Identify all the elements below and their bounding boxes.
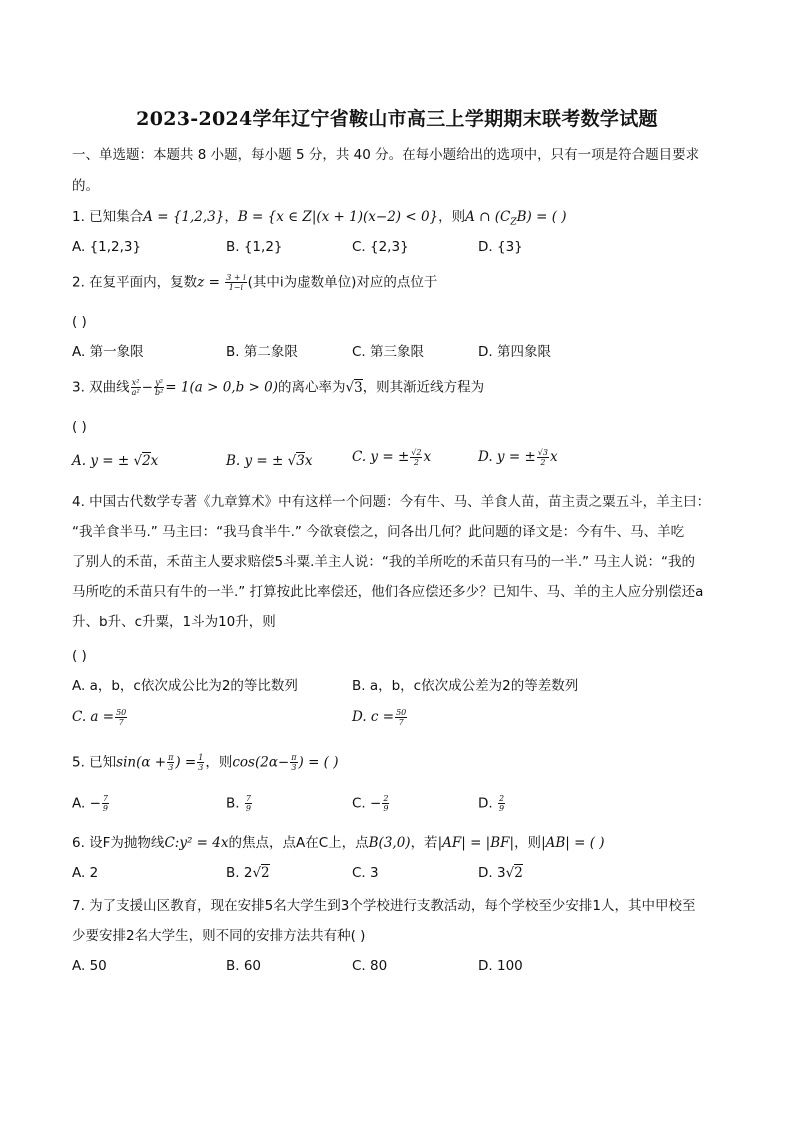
q2-option-d[interactable]: D. 第四象限 bbox=[478, 344, 551, 360]
q4-answer-paren: ( ) bbox=[72, 648, 87, 664]
q1-option-d[interactable]: D. {3} bbox=[478, 239, 523, 255]
q2-option-a[interactable]: A. 第一象限 bbox=[72, 344, 144, 360]
question-2: 2. 在复平面内，复数z = $\frac{3 + i}{1-i}$ (其中i为虚数单位)对应的点位于 bbox=[72, 273, 438, 292]
question-6: 6. 设F为抛物线C:y² = 4x的焦点，点A在C上，点B(3,0)，若|AF| = |BF|，则|AB| = ( ) bbox=[72, 835, 605, 851]
q6-option-c[interactable]: C. 3 bbox=[352, 865, 379, 881]
page-title: 2023-2024学年辽宁省鞍山市高三上学期期末联考数学试题 bbox=[136, 108, 658, 130]
q2-option-b[interactable]: B. 第二象限 bbox=[226, 344, 298, 360]
q6-option-a[interactable]: A. 2 bbox=[72, 865, 99, 881]
question-1: 1. 已知集合A = {1,2,3}，B = {x ∈ Z|(x + 1)(x−2) < 0}，则A ∩ $(C_ZB)$ = ( ) bbox=[72, 209, 567, 228]
q7-option-d[interactable]: D. 100 bbox=[478, 958, 523, 974]
q4-option-d[interactable]: D. c = $\frac{50}{7}$ bbox=[352, 708, 407, 727]
q5-option-c[interactable]: C. − $\frac{2}{9}$ bbox=[352, 794, 389, 813]
question-4-line4: 马所吃的禾苗只有牛的一半.” 打算按此比率偿还，他们各应偿还多少？已知牛、马、羊的主人应分别偿还a bbox=[72, 584, 704, 600]
sqrt-3: √3 bbox=[345, 379, 363, 396]
q5-option-a[interactable]: A. − $\frac{7}{9}$ bbox=[72, 794, 108, 813]
q7-option-c[interactable]: C. 80 bbox=[352, 958, 388, 974]
q1-option-c[interactable]: C. {2,3} bbox=[352, 239, 409, 255]
section-header-line1: 一、单选题：本题共 8 小题，每小题 5 分，共 40 分。在每小题给出的选项中，只有一项是符合题目要求 bbox=[72, 147, 700, 163]
question-4-line1: 4. 中国古代数学专著《九章算术》中有这样一个问题：今有牛、马、羊食人苗，苗主责之粟五斗，羊主曰： bbox=[72, 494, 711, 510]
question-7-line2: 少要安排2名大学生，则不同的安排方法共有种( ) bbox=[72, 928, 366, 944]
question-5: 5. 已知sin(α + $\frac{\pi}{3}$ ) = $\frac{1}{3}$ ，则cos(2α− $\frac{\pi}{3}$ ) = ( ) bbox=[72, 753, 339, 772]
q6-option-b[interactable]: B. 2√2 bbox=[226, 865, 270, 881]
q3-option-c[interactable]: C. y = ± $\frac{√2}{2}$ x bbox=[352, 448, 432, 467]
question-3: 3. 双曲线 $\frac{\text{x²}}{\text{a²}}$ − $\frac{\text{y²}}{\text{b²}}$ = 1(a > 0,b > 0)的离心率为√3，则其渐近线方程为 bbox=[72, 378, 485, 397]
question-4-line5: 升、b升、c升粟，1斗为10升，则 bbox=[72, 614, 276, 630]
set-b: B = {x ∈ Z|(x + 1)(x−2) < 0} bbox=[237, 209, 439, 225]
q3-option-a[interactable]: A. y = ± √2x bbox=[72, 453, 159, 469]
q5-option-d[interactable]: D. $\frac{2}{9}$ bbox=[478, 794, 505, 813]
set-a: A = {1,2,3} bbox=[143, 209, 225, 225]
section-header-line2: 的。 bbox=[72, 178, 99, 194]
complex-fraction: $\frac{3 + i}{1-i}$ bbox=[226, 273, 246, 292]
q7-option-b[interactable]: B. 60 bbox=[226, 958, 262, 974]
q3-option-d[interactable]: D. y = ± $\frac{√3}{2}$ x bbox=[478, 448, 558, 467]
q4-option-a[interactable]: A. a，b，c依次成公比为2的等比数列 bbox=[72, 678, 298, 694]
q4-option-c[interactable]: C. a = $\frac{50}{7}$ bbox=[72, 708, 127, 727]
q4-option-b[interactable]: B. a，b，c依次成公差为2的等差数列 bbox=[352, 678, 579, 694]
q3-option-b[interactable]: B. y = ± √3x bbox=[226, 453, 313, 469]
q3-answer-paren: ( ) bbox=[72, 419, 87, 435]
q1-option-b[interactable]: B. {1,2} bbox=[226, 239, 283, 255]
q1-option-a[interactable]: A. {1,2,3} bbox=[72, 239, 142, 255]
q2-answer-paren: ( ) bbox=[72, 314, 87, 330]
q7-option-a[interactable]: A. 50 bbox=[72, 958, 107, 974]
q6-option-d[interactable]: D. 3√2 bbox=[478, 865, 523, 881]
q2-option-c[interactable]: C. 第三象限 bbox=[352, 344, 425, 360]
q5-option-b[interactable]: B. $\frac{7}{9}$ bbox=[226, 794, 251, 813]
question-4-line2: “我羊食半马.” 马主曰：“我马食半牛.” 今欲衰偿之，问各出几何？此问题的译文是：今有牛、马、羊吃 bbox=[72, 524, 685, 540]
question-4-line3: 了别人的禾苗，禾苗主人要求赔偿5斗粟.羊主人说：“我的羊所吃的禾苗只有马的一半.” 马主人说：“我的 bbox=[72, 554, 695, 570]
question-7-line1: 7. 为了支援山区教育，现在安排5名大学生到3个学校进行支教活动，每个学校至少安排1人，其中甲校至 bbox=[72, 898, 696, 914]
